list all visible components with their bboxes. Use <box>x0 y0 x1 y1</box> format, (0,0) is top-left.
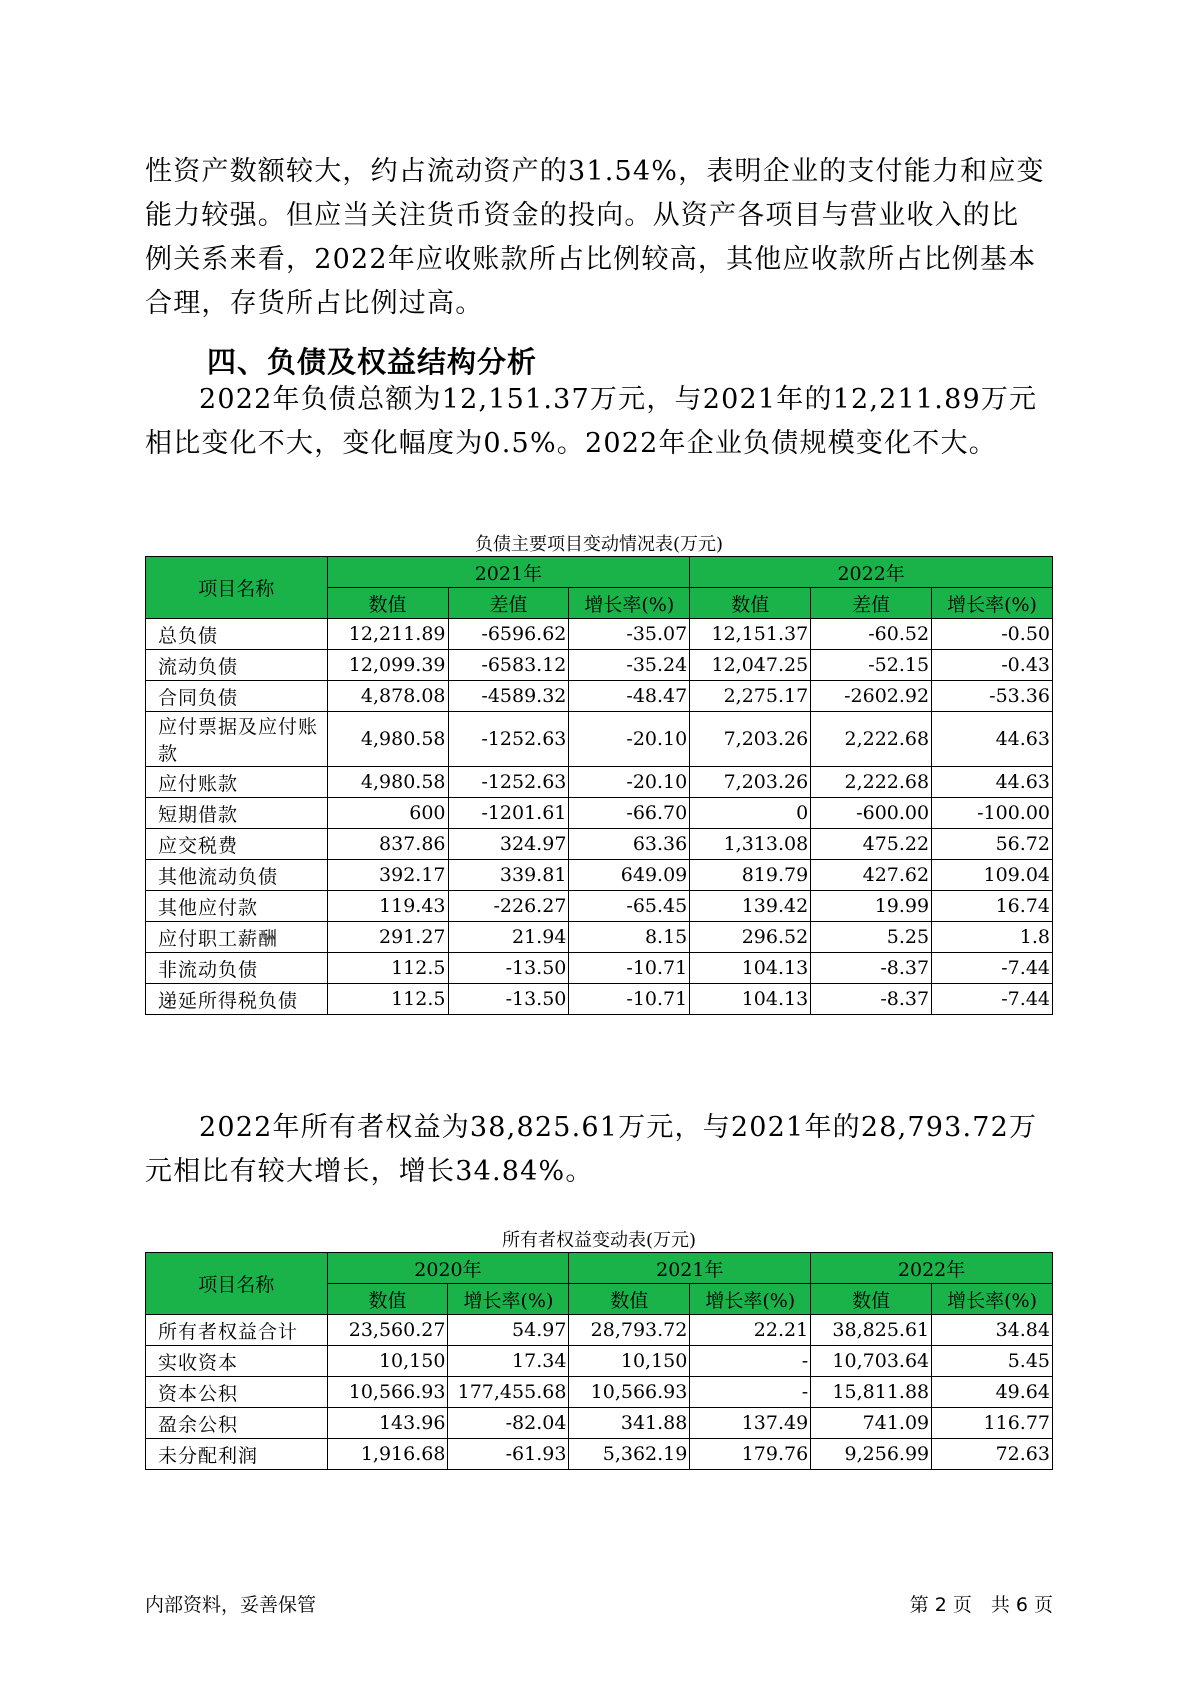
header-year-2022: 2022年 <box>811 1253 1053 1284</box>
cell-d1: -1252.63 <box>448 712 569 767</box>
table-row <box>146 798 1053 829</box>
cell-d2: -600.00 <box>811 798 932 829</box>
table-row <box>146 681 1053 712</box>
cell-r1: -20.10 <box>569 712 690 767</box>
cell-r2: 137.49 <box>690 1408 811 1439</box>
header-rate: 增长率(%) <box>932 588 1053 619</box>
header-item-name: 项目名称 <box>146 557 328 619</box>
cell-d1: -13.50 <box>448 953 569 984</box>
cell-r2: 16.74 <box>932 891 1053 922</box>
table-row <box>146 1315 1053 1346</box>
header-value: 数值 <box>327 1284 448 1315</box>
cell-r2: 109.04 <box>932 860 1053 891</box>
cell-v2: 7,203.26 <box>690 712 811 767</box>
table-row <box>146 767 1053 798</box>
table-row <box>146 619 1053 650</box>
cell-d2: 2,222.68 <box>811 767 932 798</box>
cell-v3: 741.09 <box>811 1408 932 1439</box>
row-item-name: 总负债 <box>146 619 328 650</box>
header-value: 数值 <box>690 588 811 619</box>
cell-r2: - <box>690 1377 811 1408</box>
cell-d2: -8.37 <box>811 953 932 984</box>
cell-d2: 19.99 <box>811 891 932 922</box>
cell-r2: 22.21 <box>690 1315 811 1346</box>
cell-v2: 5,362.19 <box>569 1439 690 1470</box>
cell-d1: -1201.61 <box>448 798 569 829</box>
cell-d2: -8.37 <box>811 984 932 1015</box>
cell-r2: -100.00 <box>932 798 1053 829</box>
table-row <box>146 891 1053 922</box>
row-item-name: 流动负债 <box>146 650 328 681</box>
cell-r3: 34.84 <box>932 1315 1053 1346</box>
cell-r3: 116.77 <box>932 1408 1053 1439</box>
cell-v2: 2,275.17 <box>690 681 811 712</box>
cell-r1: 17.34 <box>448 1346 569 1377</box>
row-item-name: 短期借款 <box>146 798 328 829</box>
table-row <box>146 829 1053 860</box>
cell-r2: -7.44 <box>932 953 1053 984</box>
cell-d2: 427.62 <box>811 860 932 891</box>
row-item-name: 应交税费 <box>146 829 328 860</box>
cell-d1: -6583.12 <box>448 650 569 681</box>
cell-v1: 23,560.27 <box>327 1315 448 1346</box>
intro-paragraph: 性资产数额较大，约占流动资产的31.54%，表明企业的支付能力和应变能力较强。但应当关注货币资金的投向。从资产各项目与营业收入的比例关系来看，2022年应收账款所占比例较高，其他应收款所占比例基本合理，存货所占比例过高。 <box>145 156 1045 319</box>
cell-v2: 0 <box>690 798 811 829</box>
cell-r2: 56.72 <box>932 829 1053 860</box>
cell-v2: 10,150 <box>569 1346 690 1377</box>
cell-v2: 139.42 <box>690 891 811 922</box>
cell-d2: -52.15 <box>811 650 932 681</box>
cell-v1: 392.17 <box>327 860 448 891</box>
cell-v1: 4,980.58 <box>327 712 448 767</box>
table-row <box>146 922 1053 953</box>
cell-v1: 119.43 <box>327 891 448 922</box>
row-item-name: 非流动负债 <box>146 953 328 984</box>
header-rate: 增长率(%) <box>569 588 690 619</box>
cell-v1: 12,211.89 <box>327 619 448 650</box>
cell-r1: -35.07 <box>569 619 690 650</box>
cell-r1: -20.10 <box>569 767 690 798</box>
table-row <box>146 1346 1053 1377</box>
header-year-2020: 2020年 <box>327 1253 569 1284</box>
cell-d2: 2,222.68 <box>811 712 932 767</box>
cell-r2: 44.63 <box>932 767 1053 798</box>
cell-d2: 475.22 <box>811 829 932 860</box>
cell-v2: 296.52 <box>690 922 811 953</box>
cell-d1: -6596.62 <box>448 619 569 650</box>
row-item-name: 合同负债 <box>146 681 328 712</box>
cell-d2: -60.52 <box>811 619 932 650</box>
cell-d1: -4589.32 <box>448 681 569 712</box>
cell-r3: 5.45 <box>932 1346 1053 1377</box>
row-item-name: 递延所得税负债 <box>146 984 328 1015</box>
cell-v2: 7,203.26 <box>690 767 811 798</box>
cell-d1: -13.50 <box>448 984 569 1015</box>
cell-d1: -1252.63 <box>448 767 569 798</box>
cell-r3: 72.63 <box>932 1439 1053 1470</box>
cell-v1: 10,150 <box>327 1346 448 1377</box>
footer-confidential: 内部资料，妥善保管 <box>145 1594 317 1616</box>
cell-v1: 4,980.58 <box>327 767 448 798</box>
header-value: 数值 <box>327 588 448 619</box>
cell-r3: 49.64 <box>932 1377 1053 1408</box>
cell-d1: 339.81 <box>448 860 569 891</box>
table-row <box>146 712 1053 767</box>
cell-r2: -0.43 <box>932 650 1053 681</box>
table-row <box>146 953 1053 984</box>
cell-r1: -61.93 <box>448 1439 569 1470</box>
cell-v2: 1,313.08 <box>690 829 811 860</box>
cell-r1: 649.09 <box>569 860 690 891</box>
table-row <box>146 860 1053 891</box>
cell-v2: 104.13 <box>690 984 811 1015</box>
cell-v3: 9,256.99 <box>811 1439 932 1470</box>
table-row <box>146 1408 1053 1439</box>
cell-r2: -0.50 <box>932 619 1053 650</box>
row-item-name: 应付账款 <box>146 767 328 798</box>
header-diff: 差值 <box>811 588 932 619</box>
section-heading: 四、负债及权益结构分析 <box>207 345 538 379</box>
cell-v2: 341.88 <box>569 1408 690 1439</box>
row-item-name: 其他流动负债 <box>146 860 328 891</box>
header-rate: 增长率(%) <box>690 1284 811 1315</box>
row-item-name: 未分配利润 <box>146 1439 328 1470</box>
cell-r1: 63.36 <box>569 829 690 860</box>
cell-r2: 44.63 <box>932 712 1053 767</box>
header-year-2021: 2021年 <box>569 1253 811 1284</box>
table-row <box>146 984 1053 1015</box>
cell-r1: -35.24 <box>569 650 690 681</box>
row-item-name: 实收资本 <box>146 1346 328 1377</box>
debt-paragraph: 2022年负债总额为12,151.37万元，与2021年的12,211.89万元相比变化不大，变化幅度为0.5%。2022年企业负债规模变化不大。 <box>145 384 1038 459</box>
cell-d1: -226.27 <box>448 891 569 922</box>
cell-r1: -65.45 <box>569 891 690 922</box>
cell-d2: -2602.92 <box>811 681 932 712</box>
header-year-2022: 2022年 <box>690 557 1053 588</box>
cell-r1: 8.15 <box>569 922 690 953</box>
cell-r1: -66.70 <box>569 798 690 829</box>
cell-r1: 54.97 <box>448 1315 569 1346</box>
cell-v2: 28,793.72 <box>569 1315 690 1346</box>
cell-v1: 143.96 <box>327 1408 448 1439</box>
cell-v2: 12,047.25 <box>690 650 811 681</box>
table-row <box>146 1377 1053 1408</box>
table-row <box>146 1439 1053 1470</box>
cell-r1: -82.04 <box>448 1408 569 1439</box>
cell-d2: 5.25 <box>811 922 932 953</box>
cell-r2: -53.36 <box>932 681 1053 712</box>
cell-v1: 837.86 <box>327 829 448 860</box>
header-item-name: 项目名称 <box>146 1253 328 1315</box>
cell-v1: 12,099.39 <box>327 650 448 681</box>
row-item-name: 应付票据及应付账款 <box>146 712 328 767</box>
header-rate: 增长率(%) <box>448 1284 569 1315</box>
cell-r1: -10.71 <box>569 953 690 984</box>
equity-table-caption: 所有者权益变动表(万元) <box>501 1230 697 1251</box>
header-value: 数值 <box>569 1284 690 1315</box>
cell-r1: -48.47 <box>569 681 690 712</box>
row-item-name: 所有者权益合计 <box>146 1315 328 1346</box>
header-year-2021: 2021年 <box>327 557 690 588</box>
cell-v1: 10,566.93 <box>327 1377 448 1408</box>
header-diff: 差值 <box>448 588 569 619</box>
row-item-name: 其他应付款 <box>146 891 328 922</box>
cell-r2: 1.8 <box>932 922 1053 953</box>
cell-v1: 600 <box>327 798 448 829</box>
cell-r2: - <box>690 1346 811 1377</box>
cell-v1: 1,916.68 <box>327 1439 448 1470</box>
row-item-name: 应付职工薪酬 <box>146 922 328 953</box>
cell-v2: 12,151.37 <box>690 619 811 650</box>
header-rate: 增长率(%) <box>932 1284 1053 1315</box>
cell-r1: -10.71 <box>569 984 690 1015</box>
debt-table <box>145 556 1053 1015</box>
header-value: 数值 <box>811 1284 932 1315</box>
cell-v3: 15,811.88 <box>811 1377 932 1408</box>
cell-v1: 4,878.08 <box>327 681 448 712</box>
cell-d1: 21.94 <box>448 922 569 953</box>
equity-paragraph: 2022年所有者权益为38,825.61万元，与2021年的28,793.72万元相比有较大增长，增长34.84%。 <box>145 1112 1038 1187</box>
cell-v2: 10,566.93 <box>569 1377 690 1408</box>
cell-v1: 291.27 <box>327 922 448 953</box>
cell-v1: 112.5 <box>327 953 448 984</box>
cell-d1: 324.97 <box>448 829 569 860</box>
footer-page-number: 第 2 页 共 6 页 <box>909 1594 1053 1616</box>
cell-v3: 38,825.61 <box>811 1315 932 1346</box>
cell-v2: 819.79 <box>690 860 811 891</box>
cell-v1: 112.5 <box>327 984 448 1015</box>
row-item-name: 资本公积 <box>146 1377 328 1408</box>
cell-r1: 177,455.68 <box>448 1377 569 1408</box>
cell-r2: -7.44 <box>932 984 1053 1015</box>
cell-r2: 179.76 <box>690 1439 811 1470</box>
row-item-name: 盈余公积 <box>146 1408 328 1439</box>
cell-v3: 10,703.64 <box>811 1346 932 1377</box>
equity-table <box>145 1252 1053 1470</box>
cell-v2: 104.13 <box>690 953 811 984</box>
debt-table-caption: 负债主要项目变动情况表(万元) <box>474 534 724 555</box>
table-row <box>146 650 1053 681</box>
